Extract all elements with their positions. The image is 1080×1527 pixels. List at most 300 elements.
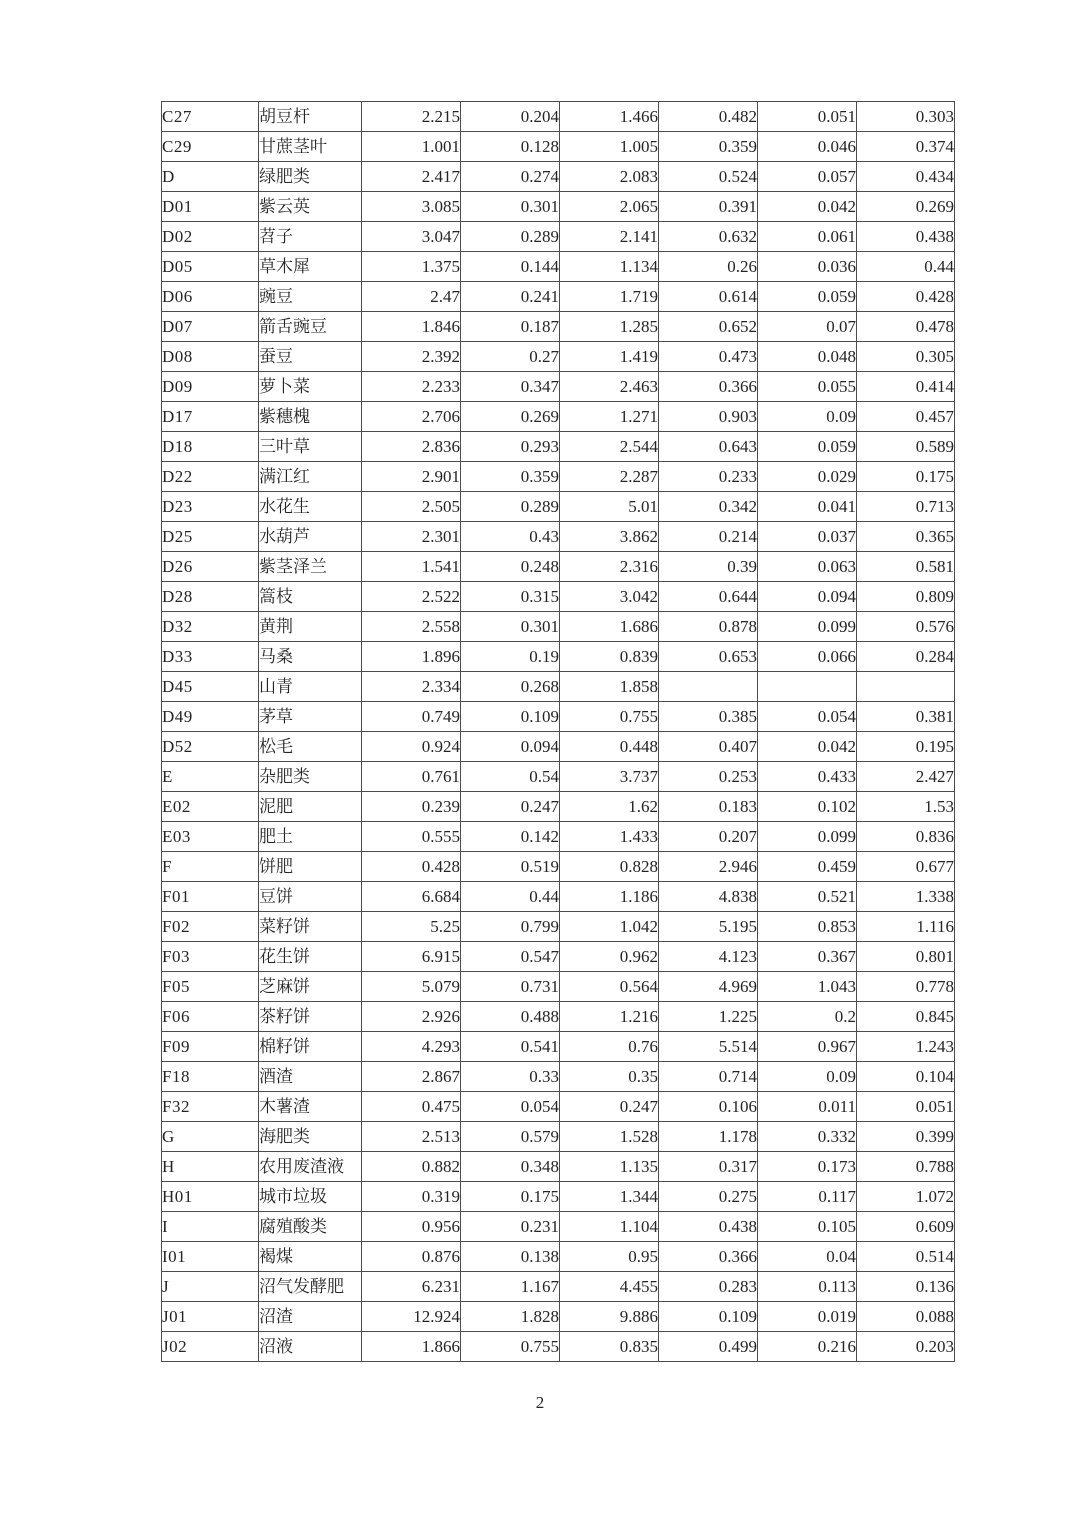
value-cell: 0.066 [758, 642, 857, 672]
value-cell: 2.215 [362, 102, 461, 132]
table-row [162, 1182, 955, 1212]
name-cell: 酒渣 [259, 1062, 362, 1092]
code-cell: F09 [162, 1032, 259, 1062]
table-row [162, 492, 955, 522]
value-cell: 1.846 [362, 312, 461, 342]
value-cell: 5.514 [659, 1032, 758, 1062]
value-cell: 1.271 [560, 402, 659, 432]
code-cell: D18 [162, 432, 259, 462]
value-cell: 0.099 [758, 612, 857, 642]
table-row [162, 252, 955, 282]
name-cell: 山青 [259, 672, 362, 702]
table-row [162, 762, 955, 792]
code-cell: D17 [162, 402, 259, 432]
value-cell: 0.524 [659, 162, 758, 192]
value-cell: 4.293 [362, 1032, 461, 1062]
value-cell: 0.104 [857, 1062, 955, 1092]
name-cell: 水葫芦 [259, 522, 362, 552]
value-cell: 0.19 [461, 642, 560, 672]
value-cell: 0.677 [857, 852, 955, 882]
value-cell: 2.522 [362, 582, 461, 612]
value-cell: 0.136 [857, 1272, 955, 1302]
value-cell: 3.047 [362, 222, 461, 252]
value-cell: 0.195 [857, 732, 955, 762]
code-cell: E02 [162, 792, 259, 822]
table-row [162, 972, 955, 1002]
value-cell: 0.105 [758, 1212, 857, 1242]
value-cell: 0.274 [461, 162, 560, 192]
value-cell: 1.167 [461, 1272, 560, 1302]
value-cell: 0.801 [857, 942, 955, 972]
value-cell: 0.35 [560, 1062, 659, 1092]
value-cell: 0.788 [857, 1152, 955, 1182]
value-cell: 2.427 [857, 762, 955, 792]
code-cell: J02 [162, 1332, 259, 1362]
code-cell: D33 [162, 642, 259, 672]
value-cell: 0.248 [461, 552, 560, 582]
value-cell: 3.085 [362, 192, 461, 222]
value-cell: 0.175 [461, 1182, 560, 1212]
value-cell: 0.173 [758, 1152, 857, 1182]
name-cell: 木薯渣 [259, 1092, 362, 1122]
value-cell: 1.419 [560, 342, 659, 372]
name-cell: 农用废渣液 [259, 1152, 362, 1182]
code-cell: F02 [162, 912, 259, 942]
value-cell: 0.39 [659, 552, 758, 582]
value-cell: 0.438 [857, 222, 955, 252]
table-row [162, 192, 955, 222]
value-cell: 0.048 [758, 342, 857, 372]
value-cell: 0.183 [659, 792, 758, 822]
value-cell: 0.541 [461, 1032, 560, 1062]
value-cell: 0.475 [362, 1092, 461, 1122]
value-cell: 2.544 [560, 432, 659, 462]
value-cell: 0.632 [659, 222, 758, 252]
name-cell: 胡豆杆 [259, 102, 362, 132]
value-cell: 0.051 [758, 102, 857, 132]
value-cell: 0.644 [659, 582, 758, 612]
value-cell: 0.381 [857, 702, 955, 732]
value-cell: 0.088 [857, 1302, 955, 1332]
value-cell: 0.488 [461, 1002, 560, 1032]
code-cell: D08 [162, 342, 259, 372]
name-cell: 蚕豆 [259, 342, 362, 372]
table-row [162, 912, 955, 942]
value-cell: 0.216 [758, 1332, 857, 1362]
name-cell: 茶籽饼 [259, 1002, 362, 1032]
value-cell: 0.109 [659, 1302, 758, 1332]
code-cell: D45 [162, 672, 259, 702]
table-row [162, 822, 955, 852]
value-cell: 1.216 [560, 1002, 659, 1032]
value-cell: 2.946 [659, 852, 758, 882]
value-cell: 0.414 [857, 372, 955, 402]
value-cell: 2.706 [362, 402, 461, 432]
table-row [162, 852, 955, 882]
name-cell: 三叶草 [259, 432, 362, 462]
value-cell: 0.555 [362, 822, 461, 852]
value-cell: 0.059 [758, 282, 857, 312]
value-cell: 5.195 [659, 912, 758, 942]
value-cell: 0.046 [758, 132, 857, 162]
value-cell: 0.106 [659, 1092, 758, 1122]
code-cell: H [162, 1152, 259, 1182]
value-cell: 0.43 [461, 522, 560, 552]
value-cell: 0.391 [659, 192, 758, 222]
value-cell: 0.203 [857, 1332, 955, 1362]
table-row [162, 582, 955, 612]
value-cell: 2.867 [362, 1062, 461, 1092]
table-row [162, 792, 955, 822]
value-cell: 0.268 [461, 672, 560, 702]
value-cell: 2.463 [560, 372, 659, 402]
value-cell: 0.365 [857, 522, 955, 552]
code-cell: F03 [162, 942, 259, 972]
value-cell: 0.204 [461, 102, 560, 132]
name-cell: 箭舌豌豆 [259, 312, 362, 342]
value-cell: 1.186 [560, 882, 659, 912]
name-cell: 满江红 [259, 462, 362, 492]
value-cell: 0.059 [758, 432, 857, 462]
value-cell: 0.144 [461, 252, 560, 282]
code-cell: H01 [162, 1182, 259, 1212]
code-cell: E [162, 762, 259, 792]
value-cell: 0.037 [758, 522, 857, 552]
value-cell: 2.558 [362, 612, 461, 642]
table-row [162, 612, 955, 642]
name-cell: 芝麻饼 [259, 972, 362, 1002]
name-cell: 棉籽饼 [259, 1032, 362, 1062]
value-cell: 1.528 [560, 1122, 659, 1152]
value-cell: 0.853 [758, 912, 857, 942]
value-cell: 0.581 [857, 552, 955, 582]
value-cell: 0.366 [659, 1242, 758, 1272]
code-cell: D26 [162, 552, 259, 582]
value-cell: 4.123 [659, 942, 758, 972]
value-cell: 0.233 [659, 462, 758, 492]
value-cell: 0.799 [461, 912, 560, 942]
table-row [162, 672, 955, 702]
name-cell: 豆饼 [259, 882, 362, 912]
value-cell: 0.448 [560, 732, 659, 762]
value-cell: 1.116 [857, 912, 955, 942]
value-cell: 0.478 [857, 312, 955, 342]
name-cell: 花生饼 [259, 942, 362, 972]
fertilizer-composition-table [161, 101, 955, 1362]
name-cell: 肥土 [259, 822, 362, 852]
code-cell: J01 [162, 1302, 259, 1332]
value-cell: 0.063 [758, 552, 857, 582]
value-cell: 0.283 [659, 1272, 758, 1302]
value-cell: 1.043 [758, 972, 857, 1002]
value-cell: 0.113 [758, 1272, 857, 1302]
value-cell: 1.005 [560, 132, 659, 162]
value-cell: 0.054 [461, 1092, 560, 1122]
table-row [162, 222, 955, 252]
value-cell: 0.055 [758, 372, 857, 402]
value-cell: 0.042 [758, 732, 857, 762]
value-cell: 1.866 [362, 1332, 461, 1362]
code-cell: C29 [162, 132, 259, 162]
value-cell: 0.275 [659, 1182, 758, 1212]
value-cell: 0.09 [758, 1062, 857, 1092]
value-cell: 0.342 [659, 492, 758, 522]
value-cell: 0.289 [461, 492, 560, 522]
name-cell: 饼肥 [259, 852, 362, 882]
value-cell: 1.344 [560, 1182, 659, 1212]
value-cell: 2.47 [362, 282, 461, 312]
value-cell: 1.042 [560, 912, 659, 942]
value-cell: 0.836 [857, 822, 955, 852]
value-cell: 0.04 [758, 1242, 857, 1272]
table-row [162, 102, 955, 132]
code-cell: J [162, 1272, 259, 1302]
value-cell: 0.305 [857, 342, 955, 372]
value-cell: 1.62 [560, 792, 659, 822]
value-cell: 0.878 [659, 612, 758, 642]
value-cell: 3.737 [560, 762, 659, 792]
value-cell: 0.117 [758, 1182, 857, 1212]
value-cell: 0.399 [857, 1122, 955, 1152]
value-cell: 6.684 [362, 882, 461, 912]
name-cell: 褐煤 [259, 1242, 362, 1272]
value-cell: 2.926 [362, 1002, 461, 1032]
value-cell: 0.438 [659, 1212, 758, 1242]
value-cell: 2.301 [362, 522, 461, 552]
value-cell: 0.882 [362, 1152, 461, 1182]
value-cell: 0.109 [461, 702, 560, 732]
table-row [162, 1092, 955, 1122]
value-cell: 0.828 [560, 852, 659, 882]
value-cell: 0.057 [758, 162, 857, 192]
page-number: 2 [535, 1393, 545, 1412]
value-cell: 0.094 [461, 732, 560, 762]
table-body [162, 102, 955, 1362]
value-cell: 1.686 [560, 612, 659, 642]
value-cell: 0.459 [758, 852, 857, 882]
value-cell: 9.886 [560, 1302, 659, 1332]
value-cell: 0.755 [461, 1332, 560, 1362]
code-cell: D49 [162, 702, 259, 732]
table-row [162, 462, 955, 492]
value-cell: 1.001 [362, 132, 461, 162]
value-cell: 1.375 [362, 252, 461, 282]
value-cell: 0.962 [560, 942, 659, 972]
value-cell: 0.839 [560, 642, 659, 672]
code-cell: F32 [162, 1092, 259, 1122]
value-cell: 0.27 [461, 342, 560, 372]
name-cell: 甘蔗茎叶 [259, 132, 362, 162]
name-cell: 海肥类 [259, 1122, 362, 1152]
value-cell: 0.247 [560, 1092, 659, 1122]
value-cell: 0.187 [461, 312, 560, 342]
value-cell: 0.301 [461, 192, 560, 222]
table-row [162, 402, 955, 432]
name-cell: 腐殖酸类 [259, 1212, 362, 1242]
value-cell: 0.924 [362, 732, 461, 762]
name-cell: 菜籽饼 [259, 912, 362, 942]
value-cell: 0.142 [461, 822, 560, 852]
table-row [162, 1032, 955, 1062]
value-cell: 0.714 [659, 1062, 758, 1092]
name-cell: 紫云英 [259, 192, 362, 222]
value-cell: 0.102 [758, 792, 857, 822]
value-cell: 0.317 [659, 1152, 758, 1182]
code-cell: C27 [162, 102, 259, 132]
code-cell: F [162, 852, 259, 882]
value-cell: 0.385 [659, 702, 758, 732]
value-cell: 0.44 [461, 882, 560, 912]
value-cell: 0.547 [461, 942, 560, 972]
value-cell: 0.319 [362, 1182, 461, 1212]
value-cell: 0.138 [461, 1242, 560, 1272]
value-cell: 0.036 [758, 252, 857, 282]
value-cell: 0.564 [560, 972, 659, 1002]
code-cell: D25 [162, 522, 259, 552]
value-cell: 2.334 [362, 672, 461, 702]
table-row [162, 1272, 955, 1302]
value-cell: 1.243 [857, 1032, 955, 1062]
value-cell: 1.858 [560, 672, 659, 702]
value-cell: 0.653 [659, 642, 758, 672]
name-cell: 松毛 [259, 732, 362, 762]
value-cell: 0.029 [758, 462, 857, 492]
value-cell: 2.233 [362, 372, 461, 402]
value-cell: 0.589 [857, 432, 955, 462]
value-cell: 0.26 [659, 252, 758, 282]
code-cell: D [162, 162, 259, 192]
value-cell: 1.338 [857, 882, 955, 912]
value-cell: 0.428 [362, 852, 461, 882]
code-cell: D28 [162, 582, 259, 612]
value-cell: 0.956 [362, 1212, 461, 1242]
value-cell: 0.44 [857, 252, 955, 282]
value-cell: 1.178 [659, 1122, 758, 1152]
value-cell: 0.407 [659, 732, 758, 762]
value-cell: 0.374 [857, 132, 955, 162]
value-cell: 0.175 [857, 462, 955, 492]
value-cell: 1.104 [560, 1212, 659, 1242]
name-cell: 沼渣 [259, 1302, 362, 1332]
value-cell: 1.828 [461, 1302, 560, 1332]
value-cell: 2.083 [560, 162, 659, 192]
code-cell: D07 [162, 312, 259, 342]
table-row [162, 1152, 955, 1182]
value-cell: 0.652 [659, 312, 758, 342]
value-cell: 0.643 [659, 432, 758, 462]
value-cell: 0.301 [461, 612, 560, 642]
table-row [162, 642, 955, 672]
code-cell: I [162, 1212, 259, 1242]
value-cell: 0.303 [857, 102, 955, 132]
value-cell: 0.482 [659, 102, 758, 132]
value-cell: 0.07 [758, 312, 857, 342]
name-cell: 黄荆 [259, 612, 362, 642]
code-cell: D32 [162, 612, 259, 642]
table-row [162, 282, 955, 312]
table-row [162, 1302, 955, 1332]
value-cell: 0.011 [758, 1092, 857, 1122]
value-cell: 1.433 [560, 822, 659, 852]
value-cell: 0.207 [659, 822, 758, 852]
table-row [162, 162, 955, 192]
value-cell: 12.924 [362, 1302, 461, 1332]
code-cell: F05 [162, 972, 259, 1002]
name-cell: 草木犀 [259, 252, 362, 282]
value-cell: 1.134 [560, 252, 659, 282]
value-cell: 2.392 [362, 342, 461, 372]
value-cell: 0.099 [758, 822, 857, 852]
code-cell: D52 [162, 732, 259, 762]
value-cell: 1.285 [560, 312, 659, 342]
value-cell: 0.094 [758, 582, 857, 612]
value-cell: 1.719 [560, 282, 659, 312]
value-cell: 0.95 [560, 1242, 659, 1272]
value-cell: 0.521 [758, 882, 857, 912]
value-cell: 0.061 [758, 222, 857, 252]
value-cell: 0.289 [461, 222, 560, 252]
value-cell: 0.315 [461, 582, 560, 612]
value-cell: 0.579 [461, 1122, 560, 1152]
value-cell: 0.614 [659, 282, 758, 312]
value-cell: 4.969 [659, 972, 758, 1002]
code-cell: D06 [162, 282, 259, 312]
value-cell: 0.051 [857, 1092, 955, 1122]
code-cell: E03 [162, 822, 259, 852]
value-cell: 0.019 [758, 1302, 857, 1332]
name-cell: 篙枝 [259, 582, 362, 612]
value-cell: 0.332 [758, 1122, 857, 1152]
code-cell: I01 [162, 1242, 259, 1272]
value-cell: 0.239 [362, 792, 461, 822]
code-cell: D02 [162, 222, 259, 252]
name-cell: 沼液 [259, 1332, 362, 1362]
value-cell: 0.499 [659, 1332, 758, 1362]
table-row [162, 132, 955, 162]
name-cell: 水花生 [259, 492, 362, 522]
value-cell: 0.519 [461, 852, 560, 882]
value-cell: 0.359 [659, 132, 758, 162]
value-cell: 0.967 [758, 1032, 857, 1062]
value-cell: 2.513 [362, 1122, 461, 1152]
name-cell: 苕子 [259, 222, 362, 252]
value-cell: 0.755 [560, 702, 659, 732]
value-cell: 0.247 [461, 792, 560, 822]
value-cell: 1.225 [659, 1002, 758, 1032]
value-cell: 5.25 [362, 912, 461, 942]
table-row [162, 1242, 955, 1272]
value-cell: 0.903 [659, 402, 758, 432]
name-cell: 茅草 [259, 702, 362, 732]
value-cell: 2.505 [362, 492, 461, 522]
value-cell [857, 672, 955, 702]
table-row [162, 882, 955, 912]
value-cell: 2.417 [362, 162, 461, 192]
table-row [162, 1332, 955, 1362]
value-cell: 3.042 [560, 582, 659, 612]
value-cell: 0.778 [857, 972, 955, 1002]
table-row [162, 1212, 955, 1242]
value-cell: 0.366 [659, 372, 758, 402]
name-cell: 沼气发酵肥 [259, 1272, 362, 1302]
value-cell: 0.2 [758, 1002, 857, 1032]
value-cell: 0.241 [461, 282, 560, 312]
code-cell: D01 [162, 192, 259, 222]
table-row [162, 372, 955, 402]
value-cell: 0.761 [362, 762, 461, 792]
code-cell: D23 [162, 492, 259, 522]
value-cell: 0.434 [857, 162, 955, 192]
